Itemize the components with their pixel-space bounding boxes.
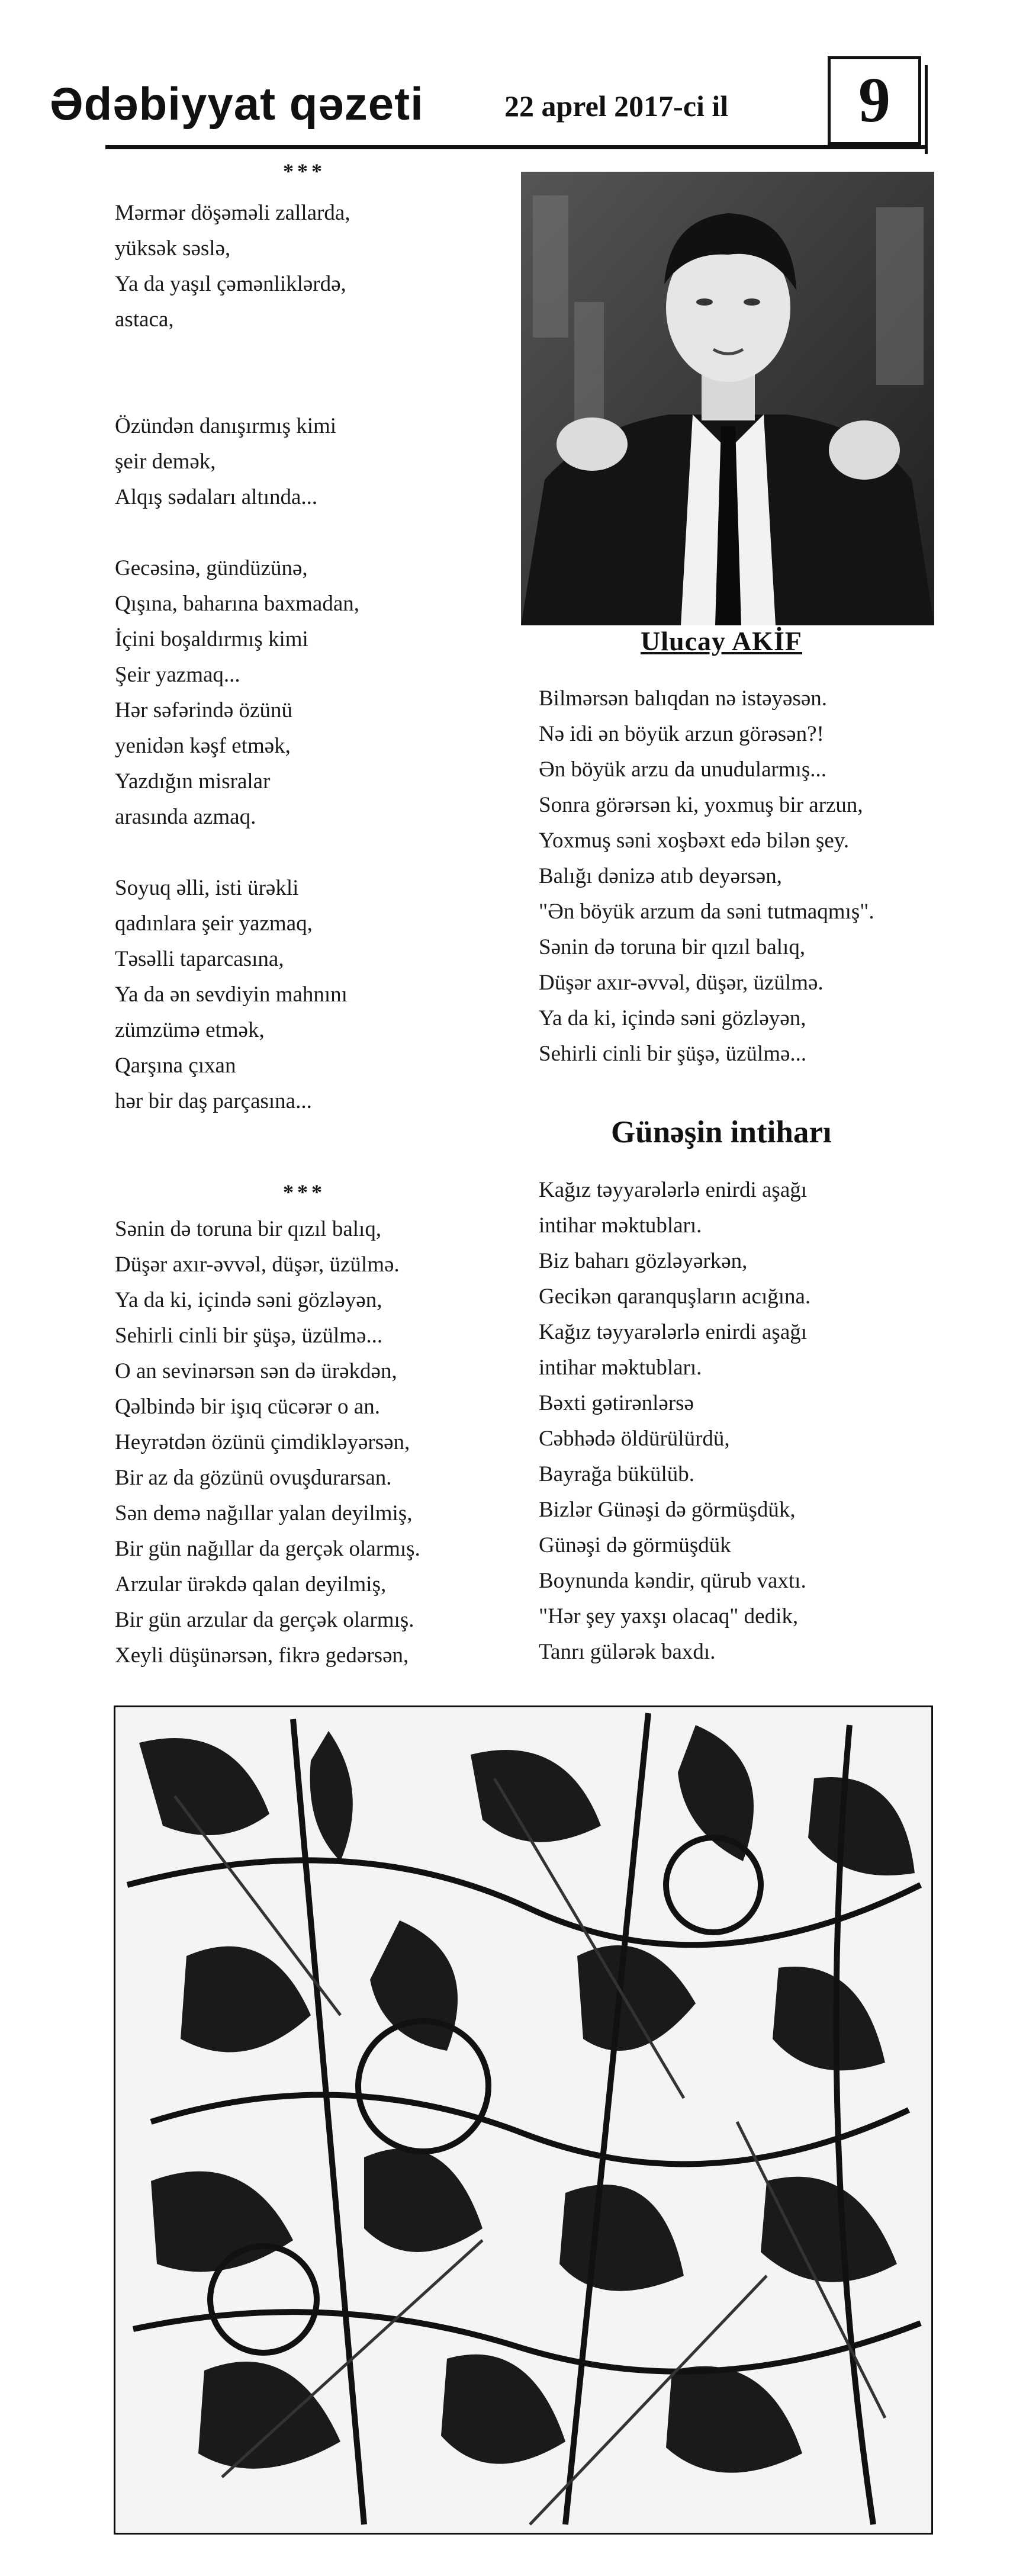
poem-line: Cəbhədə öldürülürdü, (539, 1427, 730, 1451)
poem-line: Yoxmuş səni xoşbəxt edə bilən şey. (539, 828, 850, 853)
poem2-stars: *** (283, 1180, 326, 1204)
poem-line: Kağız təyyarələrlə enirdi aşağı (539, 1320, 808, 1344)
poem-line: intihar məktubları. (539, 1213, 702, 1238)
poem-line: Sənin də toruna bir qızıl balıq, (539, 935, 806, 959)
poem-line: Bayrağa bükülüb. (539, 1462, 695, 1486)
poem-line: Ya da yaşıl çəmənliklərdə, (115, 272, 346, 296)
poem-line: qadınlara şeir yazmaq, (115, 911, 313, 936)
poem4-title: Günəşin intiharı (611, 1115, 832, 1149)
poem-line: Ən böyük arzu da unudularmış... (539, 757, 827, 782)
poem-line: Qışına, baharına baxmadan, (115, 592, 360, 616)
stanza-break (115, 338, 359, 373)
masthead-date: 22 aprel 2017-ci il (504, 89, 729, 123)
poem-line: Bir gün arzular da gerçək olarmış. (115, 1608, 414, 1632)
poem4 (539, 1173, 810, 1670)
poem-line: Düşər axır-əvvəl, düşər, üzülmə. (115, 1252, 400, 1277)
poem-line: "Ən böyük arzum da səni tutmaqmış". (539, 900, 874, 924)
header-rule (105, 145, 925, 149)
poem-line: Tanrı gülərək baxdı. (539, 1640, 716, 1664)
author-name: Ulucay AKİF (641, 626, 802, 656)
poem-line: Bizlər Günəşi də görmüşdük, (539, 1498, 796, 1522)
poem-line: Qarşına çıxan (115, 1053, 236, 1078)
poem-line: Bilmərsən balıqdan nə istəyəsən. (539, 686, 828, 711)
poem-line: Biz baharı gözləyərkən, (539, 1249, 748, 1273)
poem-line: Mərmər döşəməli zallarda, (115, 201, 350, 225)
page-number: 9 (858, 65, 890, 136)
poem-line: Balığı dənizə atıb deyərsən, (539, 864, 782, 888)
poem-line: Gecəsinə, gündüzünə, (115, 556, 308, 580)
poem-line: O an sevinərsən sən də ürəkdən, (115, 1359, 397, 1383)
poem-line: Heyrətdən özünü çimdikləyərsən, (115, 1430, 410, 1454)
poem-line: Yazdığın misralar (115, 769, 271, 794)
poem-line: Bir gün nağıllar da gerçək olarmış. (115, 1537, 420, 1561)
poem-line: Təsəlli taparcasına, (115, 947, 284, 971)
poem-line: Sən demə nağıllar yalan deyilmiş, (115, 1501, 413, 1525)
poem-line: Gecikən qaranquşların acığına. (539, 1284, 811, 1309)
poem1 (115, 195, 359, 1119)
stanza-break (115, 515, 359, 551)
poem-line: Şeir yazmaq... (115, 663, 240, 687)
poem-line: Alqış sədaları altında... (115, 485, 318, 509)
poem-line: astaca, (115, 307, 174, 332)
poem-line: Kağız təyyarələrlə enirdi aşağı (539, 1178, 808, 1202)
poem-line: Ya da ki, içində səni gözləyən, (539, 1006, 806, 1030)
poem-line: zümzümə etmək, (115, 1018, 265, 1042)
poem-line: Ya da ki, içində səni gözləyən, (115, 1288, 382, 1312)
poem-line: Günəşi də görmüşdük (539, 1533, 731, 1557)
poem-line: Soyuq əlli, isti ürəkli (115, 876, 299, 900)
poem-line: İçini boşaldırmış kimi (115, 627, 308, 651)
poem-line: Qəlbində bir işıq cücərər o an. (115, 1395, 380, 1419)
masthead-title: Ədəbiyyat qəzeti (50, 78, 424, 130)
poem-line: Düşər axır-əvvəl, düşər, üzülmə. (539, 971, 824, 995)
poem-line: Özündən danışırmış kimi (115, 414, 337, 438)
stanza-break (115, 835, 359, 871)
poem-line: Sonra görərsən ki, yoxmuş bir arzun, (539, 793, 863, 817)
poem1-stars: *** (283, 159, 326, 183)
poem-line: Ya da ən sevdiyin mahnını (115, 982, 348, 1007)
poem-line: arasında azmaq. (115, 805, 256, 829)
poem-line: Sehirli cinli bir şüşə, üzülmə... (115, 1324, 383, 1348)
poem3 (539, 681, 874, 1072)
poem-line: Nə idi ən böyük arzun görəsən?! (539, 722, 824, 746)
poem-line: Sənin də toruna bir qızıl balıq, (115, 1217, 382, 1241)
author-photo (521, 172, 934, 625)
poem2 (115, 1212, 420, 1674)
poem-line: Bəxti gətirənlərsə (539, 1391, 694, 1415)
poem-line: Arzular ürəkdə qalan deyilmiş, (115, 1572, 387, 1597)
poem-line: Bir az da gözünü ovuşdurarsan. (115, 1466, 392, 1490)
poem-line: şeir demək, (115, 449, 216, 474)
poem-line: yenidən kəşf etmək, (115, 734, 291, 758)
poem-line: Sehirli cinli bir şüşə, üzülmə... (539, 1042, 807, 1066)
poem-line: Hər səfərində özünü (115, 698, 292, 722)
poem-line: Boynunda kəndir, qürub vaxtı. (539, 1569, 806, 1593)
poem-line: "Hər şey yaxşı olacaq" dedik, (539, 1604, 799, 1629)
poem-line: hər bir daş parçasına... (115, 1089, 312, 1113)
abstract-artwork (114, 1705, 933, 2535)
poem-line: yüksək səslə, (115, 236, 231, 261)
page-number-box (828, 56, 921, 145)
poem-line: Xeyli düşünərsən, fikrə gedərsən, (115, 1643, 409, 1668)
stanza-break (115, 373, 359, 409)
poem-line: intihar məktubları. (539, 1356, 702, 1380)
